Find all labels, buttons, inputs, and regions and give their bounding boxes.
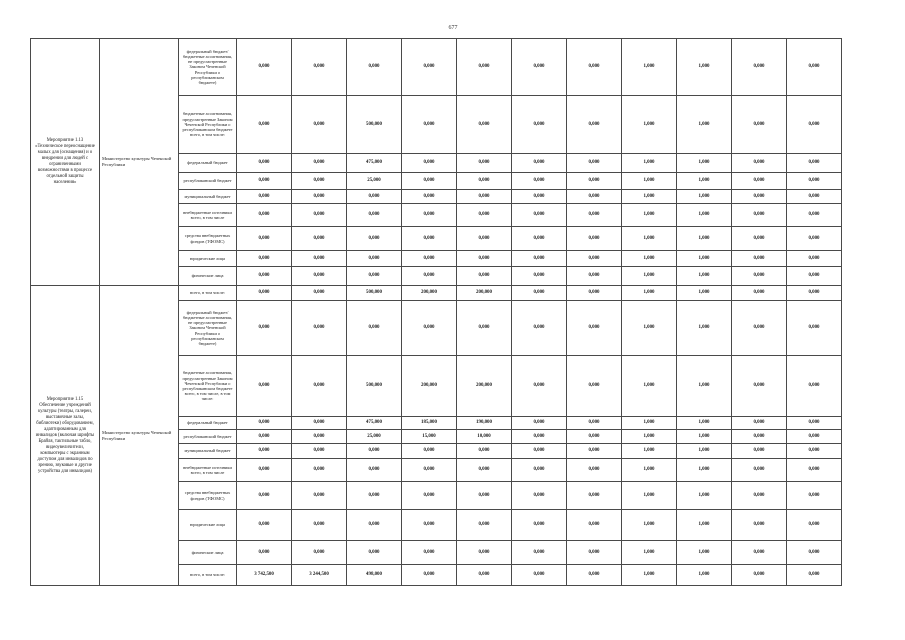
value-cell: 0,000	[457, 301, 512, 356]
page-number: 677	[448, 25, 458, 31]
value-cell: 0,000	[787, 251, 842, 267]
value-cell: 1,000	[677, 227, 732, 251]
value-cell: 0,000	[292, 96, 347, 154]
value-cell: 0,000	[347, 267, 402, 286]
value-cell: 1,000	[677, 190, 732, 204]
value-cell: 0,000	[457, 459, 512, 482]
measure-name-cell: Мероприятие 1.13 «Техническое переоснащение малых для (оснащения) и о внедрении для людей с ограниченными возможностями в процессе отдельной защиты населения»	[31, 39, 100, 286]
value-cell: 0,000	[347, 39, 402, 96]
value-cell: 0,000	[787, 154, 842, 173]
value-cell: 0,000	[347, 190, 402, 204]
value-cell: 0,000	[292, 190, 347, 204]
value-cell: 190,000	[457, 417, 512, 430]
value-cell: 0,000	[512, 541, 567, 565]
value-cell: 200,000	[457, 286, 512, 301]
value-cell: 0,000	[402, 510, 457, 541]
value-cell: 1,000	[677, 173, 732, 190]
value-cell: 0,000	[567, 154, 622, 173]
value-cell: 1,000	[677, 510, 732, 541]
value-cell: 0,000	[237, 417, 292, 430]
value-cell: 0,000	[512, 482, 567, 510]
value-cell: 0,000	[512, 204, 567, 227]
value-cell: 0,000	[457, 267, 512, 286]
value-cell: 0,000	[732, 154, 787, 173]
value-cell: 0,000	[787, 444, 842, 459]
value-cell: 0,000	[292, 154, 347, 173]
value-cell: 0,000	[512, 510, 567, 541]
value-cell: 1,000	[622, 204, 677, 227]
funding-source-cell: средства внебюджетных фондов (ТФОМС)	[179, 482, 237, 510]
value-cell: 0,000	[732, 444, 787, 459]
value-cell: 0,000	[512, 190, 567, 204]
value-cell: 0,000	[292, 459, 347, 482]
value-cell: 0,000	[787, 417, 842, 430]
value-cell: 475,000	[347, 417, 402, 430]
value-cell: 1,000	[677, 204, 732, 227]
value-cell: 0,000	[732, 267, 787, 286]
value-cell: 1,000	[622, 301, 677, 356]
value-cell: 0,000	[732, 541, 787, 565]
value-cell: 0,000	[402, 154, 457, 173]
value-cell: 0,000	[237, 541, 292, 565]
funding-source-cell: физические лица	[179, 267, 237, 286]
value-cell: 0,000	[787, 482, 842, 510]
value-cell: 1,000	[622, 459, 677, 482]
value-cell: 0,000	[567, 565, 622, 586]
funding-source-cell: внебюджетные источники всего, в том числе	[179, 459, 237, 482]
value-cell: 0,000	[787, 267, 842, 286]
value-cell: 0,000	[347, 204, 402, 227]
value-cell: 185,000	[402, 417, 457, 430]
value-cell: 0,000	[292, 430, 347, 444]
value-cell: 0,000	[402, 541, 457, 565]
value-cell: 0,000	[787, 96, 842, 154]
value-cell: 200,000	[402, 286, 457, 301]
value-cell: 1,000	[677, 286, 732, 301]
value-cell: 3 244,500	[292, 565, 347, 586]
value-cell: 25,000	[347, 430, 402, 444]
value-cell: 0,000	[732, 301, 787, 356]
funding-source-cell: республиканский бюджет	[179, 173, 237, 190]
value-cell: 0,000	[787, 204, 842, 227]
value-cell: 0,000	[237, 39, 292, 96]
value-cell: 0,000	[237, 510, 292, 541]
value-cell: 0,000	[567, 204, 622, 227]
value-cell: 0,000	[402, 301, 457, 356]
value-cell: 0,000	[512, 430, 567, 444]
funding-source-cell: федеральный бюджет/бюджетные ассигнования, не предусмотренные Законом Чеченской Республики о республиканском бюджете)	[179, 39, 237, 96]
value-cell: 0,000	[787, 173, 842, 190]
value-cell: 0,000	[567, 173, 622, 190]
value-cell: 1,000	[622, 267, 677, 286]
value-cell: 0,000	[347, 510, 402, 541]
value-cell: 1,000	[622, 286, 677, 301]
value-cell: 0,000	[402, 251, 457, 267]
value-cell: 1,000	[622, 444, 677, 459]
value-cell: 1,000	[677, 96, 732, 154]
value-cell: 0,000	[567, 39, 622, 96]
funding-source-cell: юридические лица	[179, 510, 237, 541]
value-cell: 0,000	[512, 154, 567, 173]
value-cell: 0,000	[512, 417, 567, 430]
value-cell: 0,000	[732, 173, 787, 190]
value-cell: 0,000	[402, 459, 457, 482]
value-cell: 25,000	[347, 173, 402, 190]
value-cell: 0,000	[402, 204, 457, 227]
value-cell: 0,000	[567, 430, 622, 444]
executor-cell: Министерство культуры Чеченской Республики	[100, 39, 179, 286]
value-cell: 0,000	[567, 356, 622, 417]
value-cell: 15,000	[402, 430, 457, 444]
value-cell: 0,000	[457, 227, 512, 251]
value-cell: 0,000	[567, 251, 622, 267]
value-cell: 0,000	[237, 459, 292, 482]
value-cell: 0,000	[292, 301, 347, 356]
value-cell: 0,000	[292, 251, 347, 267]
value-cell: 0,000	[237, 482, 292, 510]
value-cell: 0,000	[457, 173, 512, 190]
value-cell: 0,000	[567, 301, 622, 356]
value-cell: 0,000	[292, 286, 347, 301]
value-cell: 0,000	[512, 444, 567, 459]
funding-source-cell: муниципальный бюджет	[179, 444, 237, 459]
value-cell: 1,000	[622, 190, 677, 204]
value-cell: 0,000	[292, 541, 347, 565]
value-cell: 0,000	[347, 541, 402, 565]
value-cell: 0,000	[347, 301, 402, 356]
funding-source-cell: федеральный бюджет	[179, 417, 237, 430]
value-cell: 0,000	[512, 267, 567, 286]
value-cell: 1,000	[622, 154, 677, 173]
table-row	[31, 286, 842, 301]
value-cell: 0,000	[732, 482, 787, 510]
value-cell: 0,000	[237, 173, 292, 190]
funding-source-cell: средства внебюджетных фондов (ТФОМС)	[179, 227, 237, 251]
value-cell: 500,000	[347, 356, 402, 417]
value-cell: 0,000	[292, 173, 347, 190]
value-cell: 0,000	[567, 190, 622, 204]
executor-cell: Министерство культуры Чеченской Республики	[100, 286, 179, 586]
value-cell: 1,000	[677, 541, 732, 565]
funding-source-cell: всего, в том числе:	[179, 565, 237, 586]
value-cell: 0,000	[402, 190, 457, 204]
value-cell: 0,000	[512, 227, 567, 251]
value-cell: 0,000	[402, 444, 457, 459]
value-cell: 0,000	[347, 482, 402, 510]
value-cell: 0,000	[237, 356, 292, 417]
funding-source-cell: республиканский бюджет	[179, 430, 237, 444]
value-cell: 0,000	[732, 356, 787, 417]
value-cell: 1,000	[622, 541, 677, 565]
value-cell: 0,000	[512, 251, 567, 267]
value-cell: 1,000	[677, 565, 732, 586]
value-cell: 0,000	[732, 227, 787, 251]
value-cell: 0,000	[732, 459, 787, 482]
table-row	[31, 39, 842, 96]
value-cell: 0,000	[732, 286, 787, 301]
value-cell: 0,000	[732, 96, 787, 154]
value-cell: 1,000	[677, 482, 732, 510]
value-cell: 0,000	[567, 459, 622, 482]
value-cell: 0,000	[457, 96, 512, 154]
value-cell: 0,000	[457, 541, 512, 565]
value-cell: 0,000	[787, 541, 842, 565]
value-cell: 0,000	[347, 459, 402, 482]
value-cell: 200,000	[457, 356, 512, 417]
funding-source-cell: юридические лица	[179, 251, 237, 267]
value-cell: 1,000	[622, 430, 677, 444]
value-cell: 0,000	[237, 430, 292, 444]
value-cell: 1,000	[677, 417, 732, 430]
value-cell: 0,000	[567, 96, 622, 154]
value-cell: 1,000	[677, 444, 732, 459]
value-cell: 1,000	[622, 417, 677, 430]
value-cell: 1,000	[622, 39, 677, 96]
value-cell: 1,000	[677, 459, 732, 482]
value-cell: 0,000	[512, 356, 567, 417]
value-cell: 0,000	[237, 204, 292, 227]
value-cell: 0,000	[457, 154, 512, 173]
value-cell: 0,000	[787, 286, 842, 301]
value-cell: 0,000	[732, 417, 787, 430]
value-cell: 0,000	[787, 356, 842, 417]
value-cell: 498,000	[347, 565, 402, 586]
value-cell: 0,000	[292, 39, 347, 96]
value-cell: 0,000	[457, 251, 512, 267]
value-cell: 475,000	[347, 154, 402, 173]
value-cell: 0,000	[787, 459, 842, 482]
value-cell: 0,000	[787, 565, 842, 586]
value-cell: 0,000	[787, 39, 842, 96]
value-cell: 0,000	[512, 173, 567, 190]
value-cell: 0,000	[512, 286, 567, 301]
value-cell: 0,000	[457, 444, 512, 459]
funding-source-cell: бюджетные ассигнования, предусмотренные Законом Чеченской Республики о республиканском бюджете всего, в том числе, в том числе:	[179, 356, 237, 417]
value-cell: 500,000	[347, 96, 402, 154]
value-cell: 0,000	[512, 96, 567, 154]
value-cell: 0,000	[402, 267, 457, 286]
value-cell: 0,000	[237, 154, 292, 173]
value-cell: 0,000	[732, 510, 787, 541]
value-cell: 1,000	[622, 565, 677, 586]
value-cell: 0,000	[237, 286, 292, 301]
value-cell: 0,000	[732, 430, 787, 444]
value-cell: 1,000	[622, 482, 677, 510]
value-cell: 1,000	[677, 251, 732, 267]
value-cell: 1,000	[677, 154, 732, 173]
value-cell: 0,000	[292, 267, 347, 286]
value-cell: 0,000	[292, 204, 347, 227]
value-cell: 0,000	[732, 39, 787, 96]
value-cell: 0,000	[237, 267, 292, 286]
value-cell: 0,000	[512, 39, 567, 96]
value-cell: 0,000	[512, 565, 567, 586]
value-cell: 0,000	[402, 227, 457, 251]
value-cell: 0,000	[512, 459, 567, 482]
value-cell: 0,000	[787, 227, 842, 251]
value-cell: 0,000	[292, 356, 347, 417]
value-cell: 0,000	[347, 251, 402, 267]
value-cell: 0,000	[567, 286, 622, 301]
value-cell: 0,000	[567, 267, 622, 286]
value-cell: 0,000	[787, 301, 842, 356]
value-cell: 0,000	[237, 444, 292, 459]
value-cell: 0,000	[457, 39, 512, 96]
value-cell: 0,000	[292, 417, 347, 430]
value-cell: 0,000	[732, 251, 787, 267]
value-cell: 1,000	[622, 227, 677, 251]
value-cell: 0,000	[457, 510, 512, 541]
value-cell: 500,000	[347, 286, 402, 301]
value-cell: 0,000	[567, 482, 622, 510]
value-cell: 0,000	[292, 444, 347, 459]
value-cell: 0,000	[732, 190, 787, 204]
value-cell: 1,000	[677, 39, 732, 96]
value-cell: 0,000	[457, 565, 512, 586]
value-cell: 0,000	[457, 190, 512, 204]
value-cell: 1,000	[622, 96, 677, 154]
funding-source-cell: внебюджетные источники всего, в том числе	[179, 204, 237, 227]
value-cell: 0,000	[457, 482, 512, 510]
value-cell: 0,000	[237, 96, 292, 154]
measure-name-cell: Мероприятие 1.15 Обеспечение учреждений культуры (театры, галереи, выставочные залы, библиотеки) оборудованием, адаптированным для инвалидов (включая шрифты Брайля, тактильные табло, видеоувеличители, компьютеры с экранным доступом для инвалидов по зрению, звуковые и другие устройства для инвалидов)	[31, 286, 100, 586]
value-cell: 0,000	[402, 482, 457, 510]
value-cell: 1,000	[622, 173, 677, 190]
value-cell: 0,000	[292, 510, 347, 541]
value-cell: 0,000	[347, 227, 402, 251]
value-cell: 0,000	[567, 510, 622, 541]
value-cell: 0,000	[402, 565, 457, 586]
value-cell: 0,000	[512, 301, 567, 356]
value-cell: 0,000	[402, 96, 457, 154]
value-cell: 200,000	[402, 356, 457, 417]
budget-table	[30, 38, 842, 586]
funding-source-cell: физические лица	[179, 541, 237, 565]
value-cell: 1,000	[622, 251, 677, 267]
value-cell: 1,000	[622, 356, 677, 417]
funding-source-cell: бюджетные ассигнования, предусмотренные Законом Чеченской Республики о республиканском бюджете всего, в том числе:	[179, 96, 237, 154]
value-cell: 0,000	[457, 204, 512, 227]
funding-source-cell: федеральный бюджет/бюджетные ассигнования, не предусмотренные Законом Чеченской Республики о республиканском бюджете)	[179, 301, 237, 356]
value-cell: 0,000	[787, 190, 842, 204]
value-cell: 0,000	[567, 541, 622, 565]
value-cell: 0,000	[237, 190, 292, 204]
value-cell: 0,000	[787, 510, 842, 541]
value-cell: 0,000	[237, 251, 292, 267]
funding-source-cell: федеральный бюджет	[179, 154, 237, 173]
value-cell: 0,000	[567, 444, 622, 459]
value-cell: 1,000	[677, 301, 732, 356]
value-cell: 0,000	[732, 565, 787, 586]
funding-source-cell: всего, в том числе:	[179, 286, 237, 301]
value-cell: 3 742,500	[237, 565, 292, 586]
value-cell: 0,000	[292, 482, 347, 510]
value-cell: 1,000	[677, 430, 732, 444]
value-cell: 0,000	[567, 227, 622, 251]
value-cell: 0,000	[787, 430, 842, 444]
value-cell: 1,000	[677, 267, 732, 286]
value-cell: 0,000	[402, 173, 457, 190]
value-cell: 0,000	[567, 417, 622, 430]
funding-source-cell: муниципальный бюджет	[179, 190, 237, 204]
value-cell: 1,000	[677, 356, 732, 417]
value-cell: 0,000	[237, 227, 292, 251]
value-cell: 10,000	[457, 430, 512, 444]
value-cell: 0,000	[402, 39, 457, 96]
value-cell: 0,000	[292, 227, 347, 251]
value-cell: 1,000	[622, 510, 677, 541]
value-cell: 0,000	[237, 301, 292, 356]
value-cell: 0,000	[347, 444, 402, 459]
value-cell: 0,000	[732, 204, 787, 227]
